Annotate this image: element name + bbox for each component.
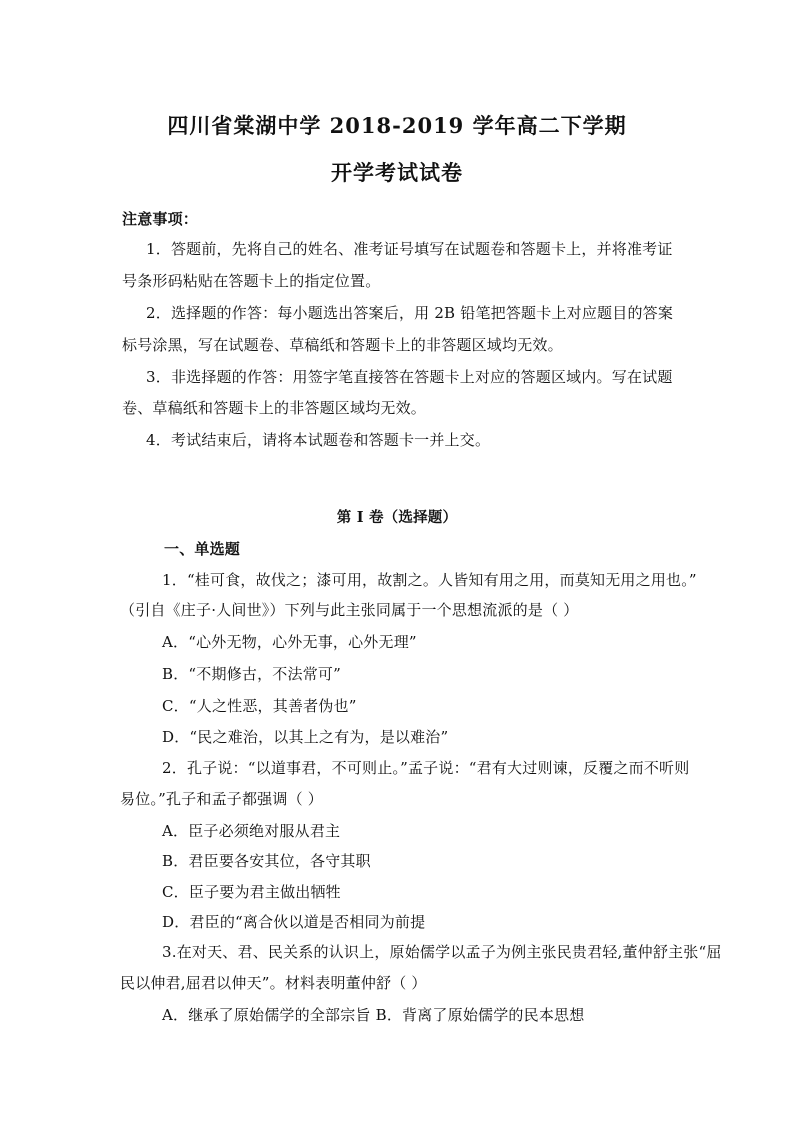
question-1-option-c: C．“人之性恶，其善者伪也”	[162, 697, 357, 715]
question-2-option-b: B．君臣要各安其位，各守其职	[162, 852, 371, 870]
notice-heading: 注意事项：	[122, 210, 199, 228]
question-1-option-b: B．“不期修古，不法常可”	[162, 665, 341, 683]
notice-item-2-line1: 2．选择题的作答：每小题选出答案后，用 2B 铅笔把答题卡上对应题目的答案	[146, 304, 674, 322]
notice-item-1-line2: 号条形码粘贴在答题卡上的指定位置。	[122, 272, 381, 290]
notice-item-4: 4．考试结束后，请将本试题卷和答题卡一并上交。	[146, 431, 491, 449]
question-2-option-a: A．臣子必须绝对服从君主	[162, 822, 341, 840]
notice-item-1-line1: 1．答题前，先将自己的姓名、准考证号填写在试题卷和答题卡上，并将准考证	[146, 240, 673, 258]
question-1-stem-line2: （引自《庄子·人间世》）下列与此主张同属于一个思想流派的是（ ）	[120, 601, 579, 619]
question-1-option-a: A．“心外无物，心外无事，心外无理”	[162, 633, 417, 651]
question-2-option-d: D．君臣的“离合伙以道是否相同为前提	[162, 913, 426, 931]
question-3-stem-line2: 民以伸君,屈君以伸天”。材料表明董仲舒（ ）	[120, 974, 427, 992]
part-title: 一、单选题	[164, 540, 241, 558]
notice-item-2-line2: 标号涂黑，写在试题卷、草稿纸和答题卡上的非答题区域均无效。	[122, 336, 563, 354]
exam-title-line2: 开学考试试卷	[331, 160, 463, 185]
question-2-stem-line1: 2．孔子说：“以道事君，不可则止。”孟子说：“君有大过则谏，反覆之而不听则	[162, 759, 690, 777]
notice-item-3-line1: 3．非选择题的作答：用签字笔直接答在答题卡上对应的答题区域内。写在试题	[146, 368, 673, 386]
question-3-stem-line1: 3.在对天、君、民关系的认识上，原始儒学以孟子为例主张民贵君轻,董仲舒主张“屈	[162, 943, 722, 961]
question-3-options-ab: A．继承了原始儒学的全部宗旨 B．背离了原始儒学的民本思想	[162, 1006, 585, 1024]
question-1-option-d: D．“民之难治，以其上之有为，是以难治”	[162, 728, 449, 746]
question-2-stem-line2: 易位。”孔子和孟子都强调（ ）	[120, 790, 323, 808]
exam-title-line1: 四川省棠湖中学 2018-2019 学年高二下学期	[167, 113, 627, 138]
notice-item-3-line2: 卷、草稿纸和答题卡上的非答题区域均无效。	[122, 399, 427, 417]
section-title: 第 I 卷（选择题）	[336, 509, 458, 526]
question-2-option-c: C．臣子要为君主做出牺牲	[162, 883, 341, 901]
question-1-stem-line1: 1．“桂可食，故伐之；漆可用，故割之。人皆知有用之用，而莫知无用之用也。”	[162, 571, 697, 589]
